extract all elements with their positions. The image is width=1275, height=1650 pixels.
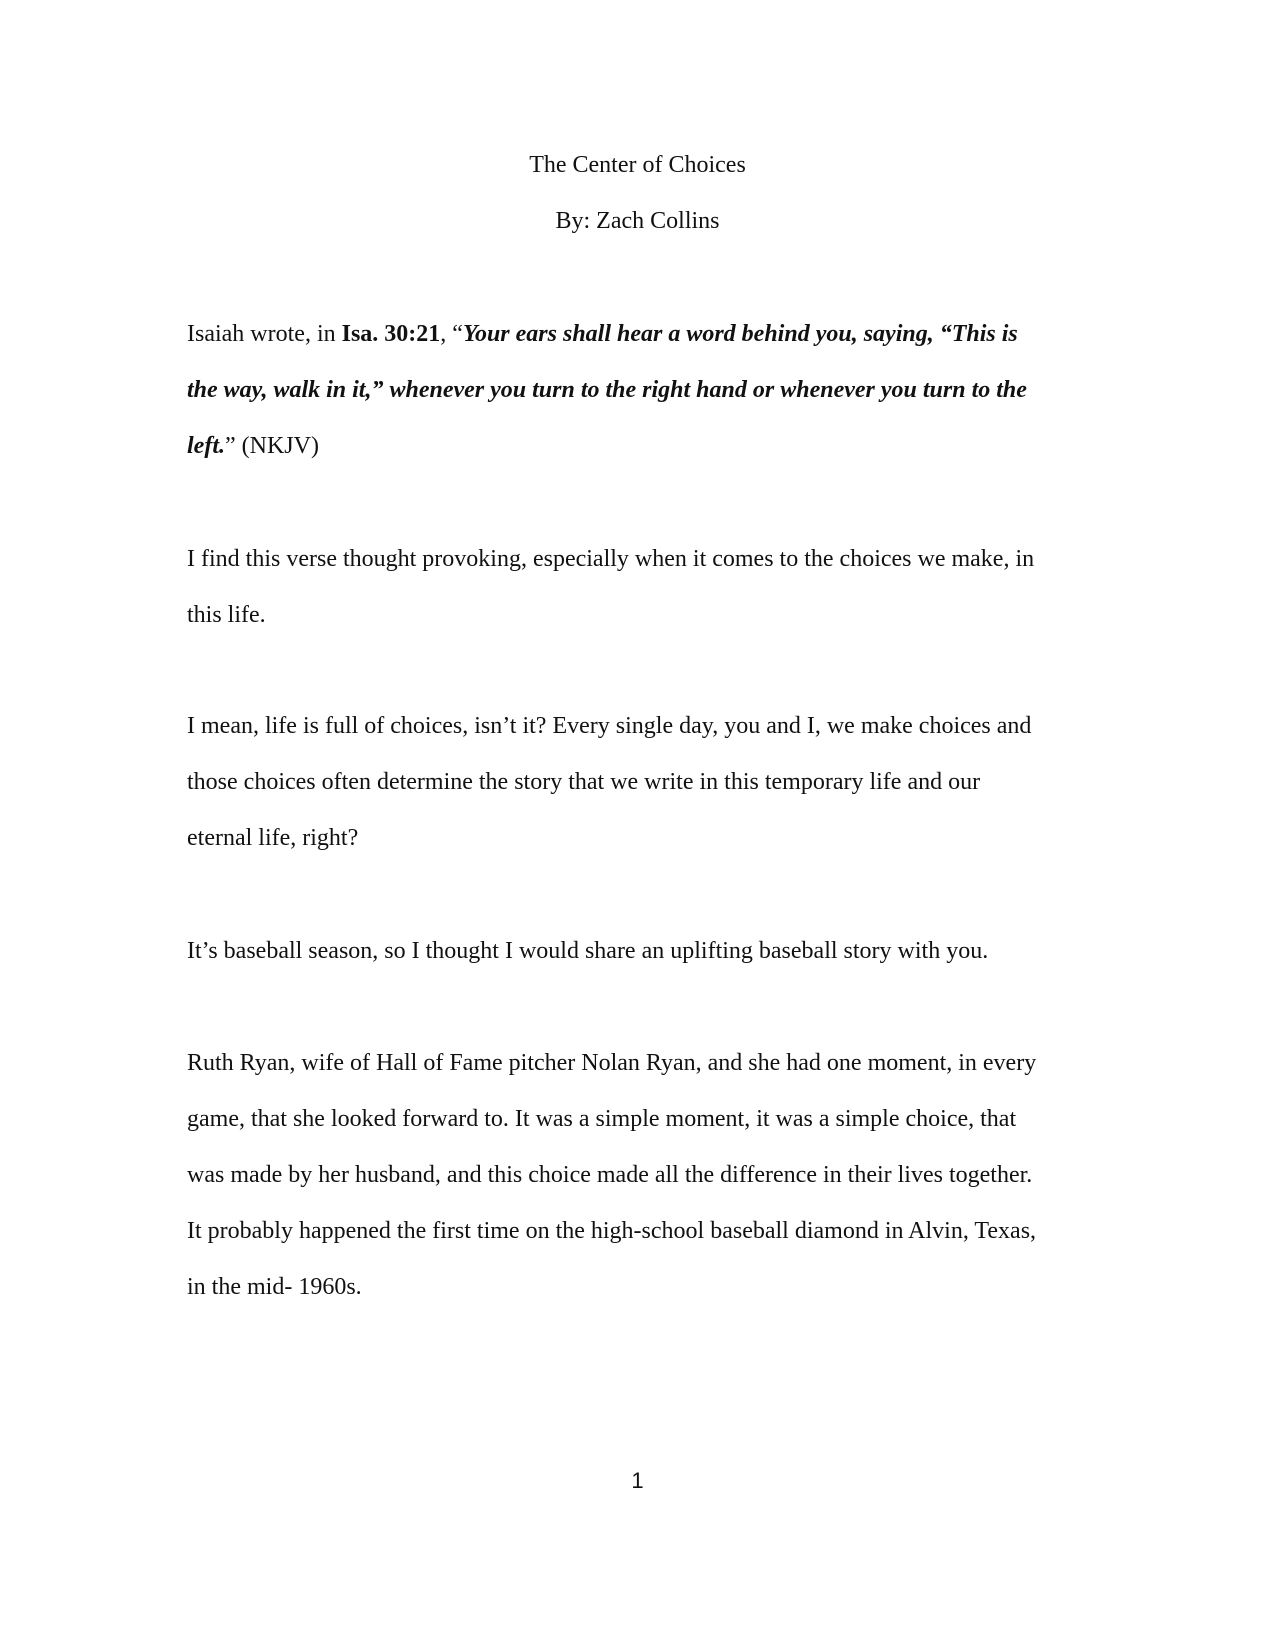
- paragraph-line: I find this verse thought provoking, especially when it comes to the choices we make, in: [187, 546, 1035, 572]
- paragraph-line: [187, 418, 1087, 474]
- paragraph-line: eternal life, right?: [187, 825, 359, 851]
- page-number: 1: [631, 1468, 644, 1493]
- scripture-quote: left.: [187, 433, 225, 459]
- scripture-reference: Isa. 30:21: [341, 321, 441, 347]
- paragraph-line: I mean, life is full of choices, isn’t it? Every single day, you and I, we make choices and: [187, 713, 1032, 739]
- paragraph-line: It’s baseball season, so I thought I would share an uplifting baseball story with you.: [187, 938, 989, 964]
- paragraph-scripture: [187, 306, 1087, 474]
- paragraph-line: those choices often determine the story that we write in this temporary life and our: [187, 769, 981, 795]
- paragraph-line: It probably happened the first time on the high-school baseball diamond in Alvin, Texas,: [187, 1218, 1037, 1244]
- paragraph-2: [187, 531, 1087, 643]
- document-title: The Center of Choices: [529, 152, 746, 178]
- paragraph-line: this life.: [187, 602, 266, 628]
- paragraph-line: in the mid- 1960s.: [187, 1274, 362, 1300]
- scripture-quote: Your ears shall hear a word behind you, saying, “This is: [462, 321, 1018, 347]
- text-run: ” (NKJV): [224, 433, 319, 459]
- paragraph-line: game, that she looked forward to. It was a simple moment, it was a simple choice, that: [187, 1106, 1017, 1132]
- paragraph-4: [187, 923, 1087, 979]
- paragraph-3: [187, 698, 1087, 866]
- text-run: , “: [440, 321, 463, 347]
- paragraph-line: Ruth Ryan, wife of Hall of Fame pitcher Nolan Ryan, and she had one moment, in every: [187, 1050, 1037, 1076]
- document-byline: By: Zach Collins: [555, 208, 720, 234]
- scripture-quote: the way, walk in it,” whenever you turn to the right hand or whenever you turn to the: [187, 377, 1027, 403]
- paragraph-5: [187, 1035, 1087, 1315]
- text-run: Isaiah wrote, in: [187, 321, 342, 347]
- paragraph-line: was made by her husband, and this choice made all the difference in their lives together.: [187, 1162, 1033, 1188]
- paragraph-line: [187, 306, 1087, 362]
